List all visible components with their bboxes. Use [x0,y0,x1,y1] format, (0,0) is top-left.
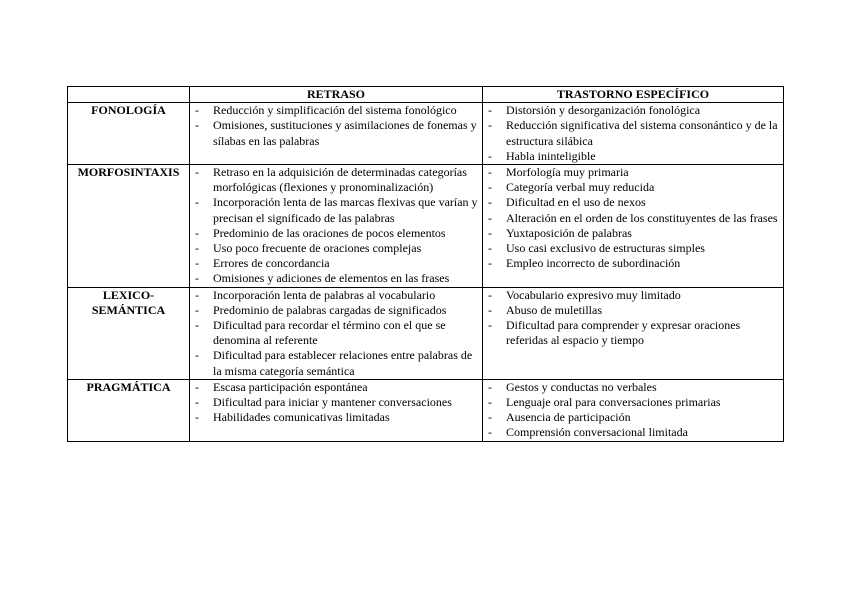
item-text: Uso casi exclusivo de estructuras simples [506,241,705,256]
list-item [483,149,783,164]
list-item [190,165,482,195]
table-row-pragmatica [68,379,784,441]
item-text: Escasa participación espontánea [213,379,368,394]
item-text: Reducción significativa del sistema consonántico y de la estructura silábica [506,118,778,148]
trastorno-list [483,288,783,349]
list-item [483,103,783,118]
bullet-dash: - [195,103,199,118]
list-item [190,118,482,148]
bullet-dash: - [195,241,199,256]
list-item [190,103,482,118]
bullet-dash: - [488,256,492,271]
bullet-dash: - [195,395,199,410]
list-item [483,165,783,180]
item-text: Retraso en la adquisición de determinadas categorías morfológicas (flexiones y pronominalización) [213,165,467,195]
retraso-list [190,380,482,426]
item-text: Ausencia de participación [506,410,631,425]
list-item [483,380,783,395]
list-item [190,348,482,378]
list-item [483,288,783,303]
list-item [483,425,783,440]
bullet-dash: - [488,287,492,302]
bullet-dash: - [488,241,492,256]
list-item [190,318,482,348]
bullet-dash: - [488,210,492,225]
retraso-list [190,103,482,149]
trastorno-cell [483,287,784,379]
retraso-cell [190,379,483,441]
trastorno-cell [483,165,784,288]
item-text: Incorporación lenta de las marcas flexivas que varían y precisan el significado de las palabras [213,195,478,225]
trastorno-list [483,103,783,164]
category-cell: FONOLOGÍA [68,103,190,165]
bullet-dash: - [488,410,492,425]
item-text: Empleo incorrecto de subordinación [506,256,681,271]
list-item [190,395,482,410]
comparison-table [67,86,784,442]
item-text: Abuso de muletillas [506,302,602,317]
retraso-cell [190,103,483,165]
table-row-lexico-semantica [68,287,784,379]
item-text: Omisiones, sustituciones y asimilaciones de fonemas y sílabas en las palabras [213,118,477,148]
retraso-cell [190,165,483,288]
item-text: Habla ininteligible [506,148,596,163]
category-cell: LEXICO-SEMÁNTICA [68,287,190,379]
category-cell: MORFOSINTAXIS [68,165,190,288]
table-row-morfosintaxis [68,165,784,288]
retraso-list [190,165,482,287]
item-text: Vocabulario expresivo muy limitado [506,287,681,302]
item-text: Dificultad para iniciar y mantener conversaciones [213,395,452,410]
header-trastorno: TRASTORNO ESPECÍFICO [483,87,784,103]
bullet-dash: - [195,118,199,133]
bullet-dash: - [195,410,199,425]
item-text: Uso poco frecuente de oraciones complejas [213,241,422,256]
bullet-dash: - [488,165,492,180]
retraso-cell [190,287,483,379]
bullet-dash: - [195,256,199,271]
list-item [483,118,783,148]
table-body [68,103,784,441]
retraso-list [190,288,482,379]
item-text: Categoría verbal muy reducida [506,180,655,195]
item-text: Predominio de palabras cargadas de significados [213,302,447,317]
bullet-dash: - [488,318,492,333]
list-item [190,256,482,271]
list-item [483,180,783,195]
header-retraso: RETRASO [190,87,483,103]
list-item [190,380,482,395]
bullet-dash: - [488,395,492,410]
list-item [190,271,482,286]
item-text: Habilidades comunicativas limitadas [213,410,390,425]
bullet-dash: - [195,348,199,363]
list-item [483,395,783,410]
list-item [483,303,783,318]
list-item [190,226,482,241]
list-item [190,410,482,425]
trastorno-list [483,165,783,271]
list-item [483,410,783,425]
bullet-dash: - [195,379,199,394]
bullet-dash: - [195,318,199,333]
list-item [190,303,482,318]
bullet-dash: - [488,379,492,394]
bullet-dash: - [195,287,199,302]
table-header-row [68,87,784,103]
list-item [483,211,783,226]
trastorno-list [483,380,783,441]
bullet-dash: - [195,195,199,210]
header-empty-cell [68,87,190,103]
list-item [483,318,783,348]
item-text: Dificultad en el uso de nexos [506,195,646,210]
table-row-fonologia [68,103,784,165]
trastorno-cell [483,379,784,441]
bullet-dash: - [488,225,492,240]
item-text: Comprensión conversacional limitada [506,425,688,440]
trastorno-cell [483,103,784,165]
item-text: Alteración en el orden de los constituyentes de las frases [506,210,778,225]
list-item [483,256,783,271]
item-text: Reducción y simplificación del sistema fonológico [213,103,457,118]
bullet-dash: - [195,165,199,180]
bullet-dash: - [195,271,199,286]
category-cell: PRAGMÁTICA [68,379,190,441]
item-text: Omisiones y adiciones de elementos en las frases [213,271,450,286]
bullet-dash: - [488,425,492,440]
list-item [483,195,783,210]
item-text: Lenguaje oral para conversaciones primarias [506,395,721,410]
bullet-dash: - [488,302,492,317]
item-text: Dificultad para comprender y expresar oraciones referidas al espacio y tiempo [506,318,741,348]
bullet-dash: - [488,195,492,210]
item-text: Dificultad para recordar el término con el que se denomina al referente [213,318,446,348]
list-item [190,288,482,303]
item-text: Errores de concordancia [213,256,330,271]
list-item [483,241,783,256]
item-text: Morfología muy primaria [506,165,629,180]
item-text: Yuxtaposición de palabras [506,225,632,240]
bullet-dash: - [488,103,492,118]
item-text: Gestos y conductas no verbales [506,379,657,394]
item-text: Incorporación lenta de palabras al vocabulario [213,287,436,302]
item-text: Distorsión y desorganización fonológica [506,103,701,118]
item-text: Predominio de las oraciones de pocos elementos [213,225,446,240]
list-item [483,226,783,241]
bullet-dash: - [488,148,492,163]
bullet-dash: - [488,118,492,133]
bullet-dash: - [195,225,199,240]
list-item [190,241,482,256]
bullet-dash: - [488,180,492,195]
item-text: Dificultad para establecer relaciones entre palabras de la misma categoría semántica [213,348,473,378]
list-item [190,195,482,225]
bullet-dash: - [195,302,199,317]
